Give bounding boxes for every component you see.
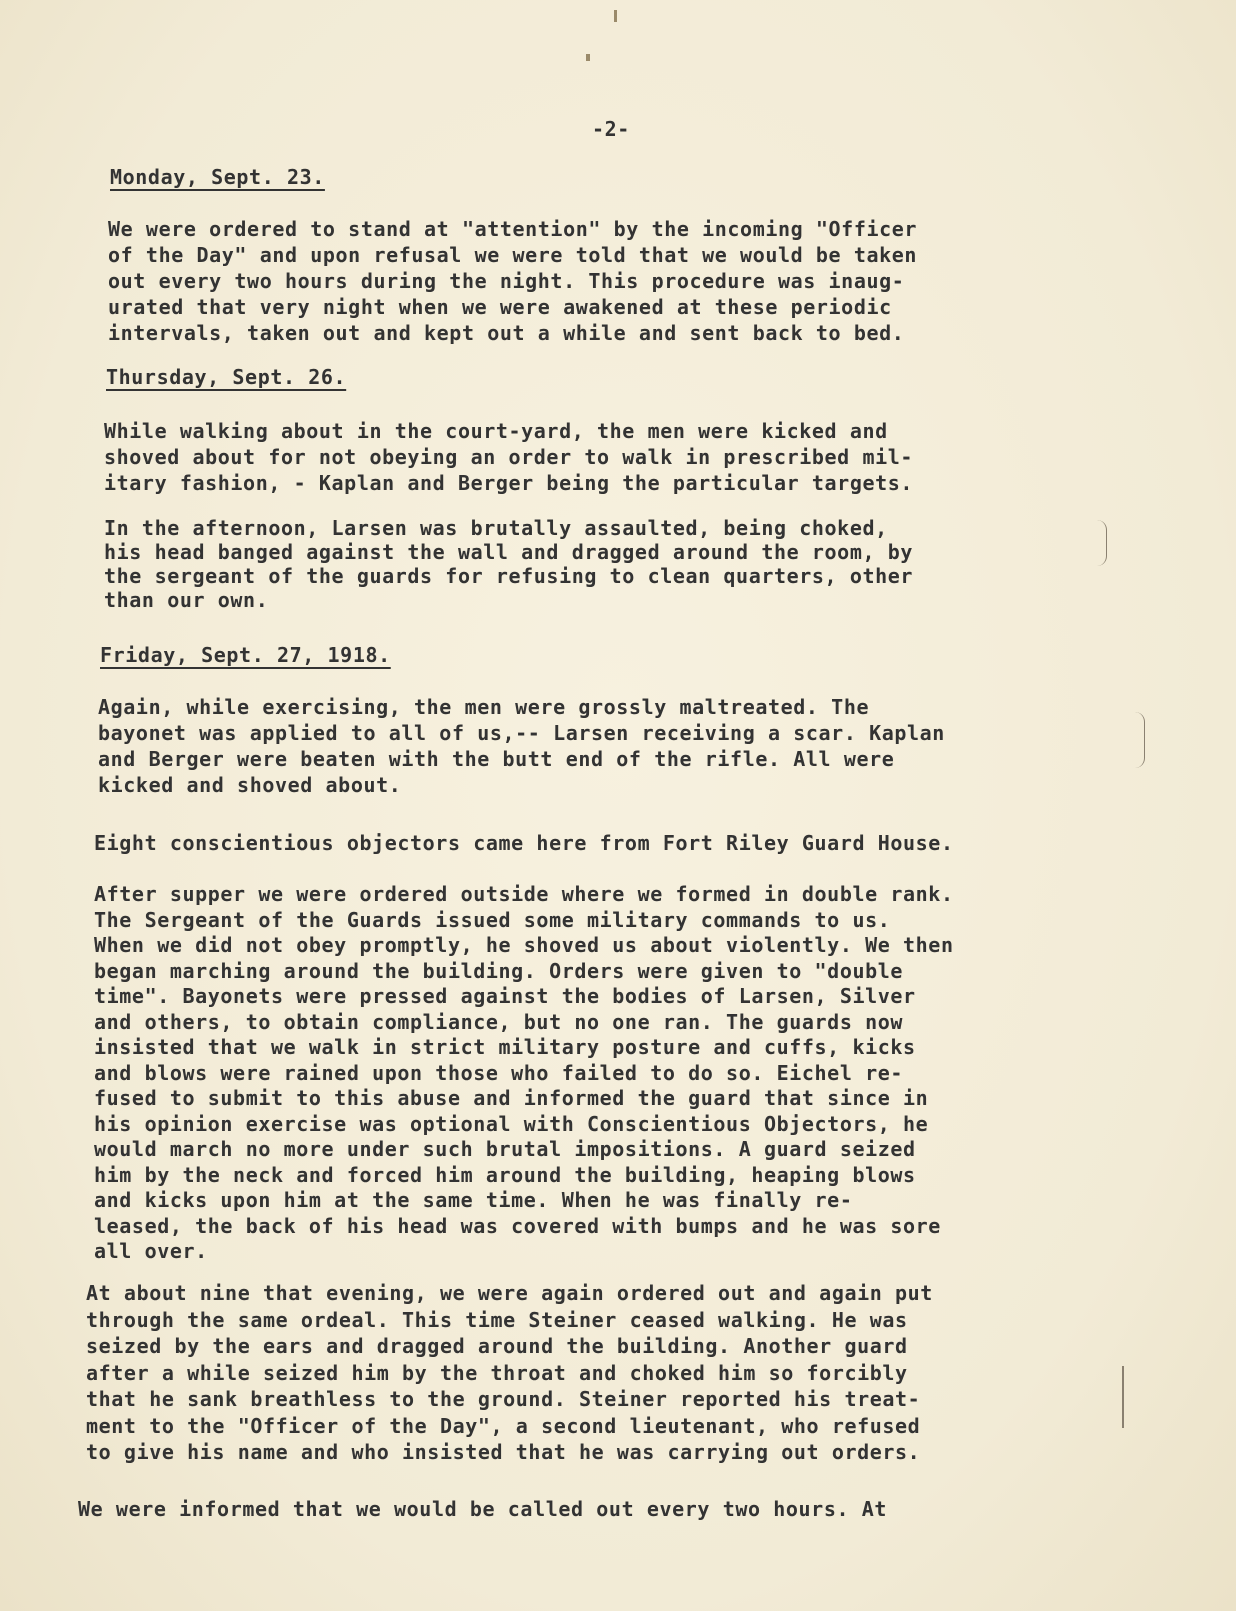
text-line: Eight conscientious objectors came here from Fort Riley Guard House. <box>94 831 954 855</box>
text-line: the sergeant of the guards for refusing to clean quarters, other <box>104 564 914 588</box>
text-line: At about nine that evening, we were again ordered out and again put <box>86 1281 933 1305</box>
text-line: itary fashion, - Kaplan and Berger being the particular targets. <box>104 471 914 495</box>
text-line: intervals, taken out and kept out a while and sent back to bed. <box>108 321 905 345</box>
text-line: fused to submit to this abuse and informed the guard that since in <box>94 1086 929 1110</box>
text-line: When we did not obey promptly, he shoved us about violently. We then <box>94 933 954 957</box>
text-line: and others, to obtain compliance, but no one ran. The guards now <box>94 1009 904 1034</box>
text-line: than our own. <box>104 588 269 612</box>
text-line: his head banged against the wall and dragged around the room, by <box>104 540 914 564</box>
text-line: to give his name and who insisted that he was carrying out orders. <box>86 1440 921 1464</box>
text-line: kicked and shoved about. <box>98 773 402 797</box>
text-line: and blows were rained upon those who failed to do so. Eichel re- <box>94 1060 904 1085</box>
text-line: that he sank breathless to the ground. Steiner reported his treat- <box>86 1387 921 1411</box>
paragraph-friday-2 <box>94 830 954 856</box>
text-line: began marching around the building. Orders were given to "double <box>94 958 904 983</box>
paragraph-friday-1 <box>98 694 945 798</box>
text-line: Again, while exercising, the men were grossly maltreated. The <box>98 695 870 719</box>
section-heading-thursday: Thursday, Sept. 26. <box>106 365 347 389</box>
section-heading-friday: Friday, Sept. 27, 1918. <box>100 643 391 667</box>
paragraph-thursday-1 <box>104 418 913 496</box>
text-line: out every two hours during the night. This procedure was inaug- <box>108 269 905 293</box>
text-line: We were informed that we would be called out every two hours. At <box>78 1497 888 1521</box>
margin-pencil-mark <box>1096 520 1107 566</box>
text-line: his opinion exercise was optional with Conscientious Objectors, he <box>94 1111 929 1136</box>
text-line: shoved about for not obeying an order to walk in prescribed mil- <box>104 445 914 469</box>
text-line: would march no more under such brutal impositions. A guard seized <box>94 1137 916 1161</box>
text-line: him by the neck and forced him around the building, heaping blows <box>94 1162 916 1187</box>
text-line: after a while seized him by the throat and choked him so forcibly <box>86 1360 908 1385</box>
text-line: insisted that we walk in strict military posture and cuffs, kicks <box>94 1035 916 1059</box>
paragraph-friday-3 <box>94 882 954 1265</box>
section-heading-monday: Monday, Sept. 23. <box>110 165 325 189</box>
margin-pencil-mark <box>1134 712 1145 768</box>
page-number: -2- <box>592 117 630 141</box>
text-line: bayonet was applied to all of us,-- Larsen receiving a scar. Kaplan <box>98 721 945 745</box>
text-line: In the afternoon, Larsen was brutally assaulted, being choked, <box>104 516 888 540</box>
text-line: leased, the back of his head was covered with bumps and he was sore <box>94 1213 941 1238</box>
margin-pencil-mark <box>1122 1366 1124 1428</box>
text-line: While walking about in the court-yard, the men were kicked and <box>104 419 888 443</box>
text-line: and Berger were beaten with the butt end of the rifle. All were <box>98 747 895 771</box>
text-line: through the same ordeal. This time Steiner ceased walking. He was <box>86 1307 908 1332</box>
text-line: all over. <box>94 1239 208 1263</box>
text-line: urated that very night when we were awakened at these periodic <box>108 295 892 319</box>
text-line: seized by the ears and dragged around the building. Another guard <box>86 1334 908 1358</box>
text-line: time". Bayonets were pressed against the bodies of Larsen, Silver <box>94 984 916 1008</box>
paragraph-thursday-2 <box>104 516 913 612</box>
paragraph-friday-5 <box>78 1496 887 1522</box>
text-line: and kicks upon him at the same time. When he was finally re- <box>94 1188 853 1212</box>
text-line: The Sergeant of the Guards issued some military commands to us. <box>94 907 891 932</box>
paragraph-monday-1 <box>108 216 917 346</box>
text-line: of the Day" and upon refusal we were told that we would be taken <box>108 243 918 267</box>
paper-speck <box>586 54 590 61</box>
text-line: ment to the "Officer of the Day", a second lieutenant, who refused <box>86 1413 921 1438</box>
text-line: We were ordered to stand at "attention" by the incoming "Officer <box>108 217 918 241</box>
text-line: After supper we were ordered outside where we formed in double rank. <box>94 882 954 906</box>
paragraph-friday-4 <box>86 1280 933 1466</box>
paper-speck <box>614 10 617 22</box>
